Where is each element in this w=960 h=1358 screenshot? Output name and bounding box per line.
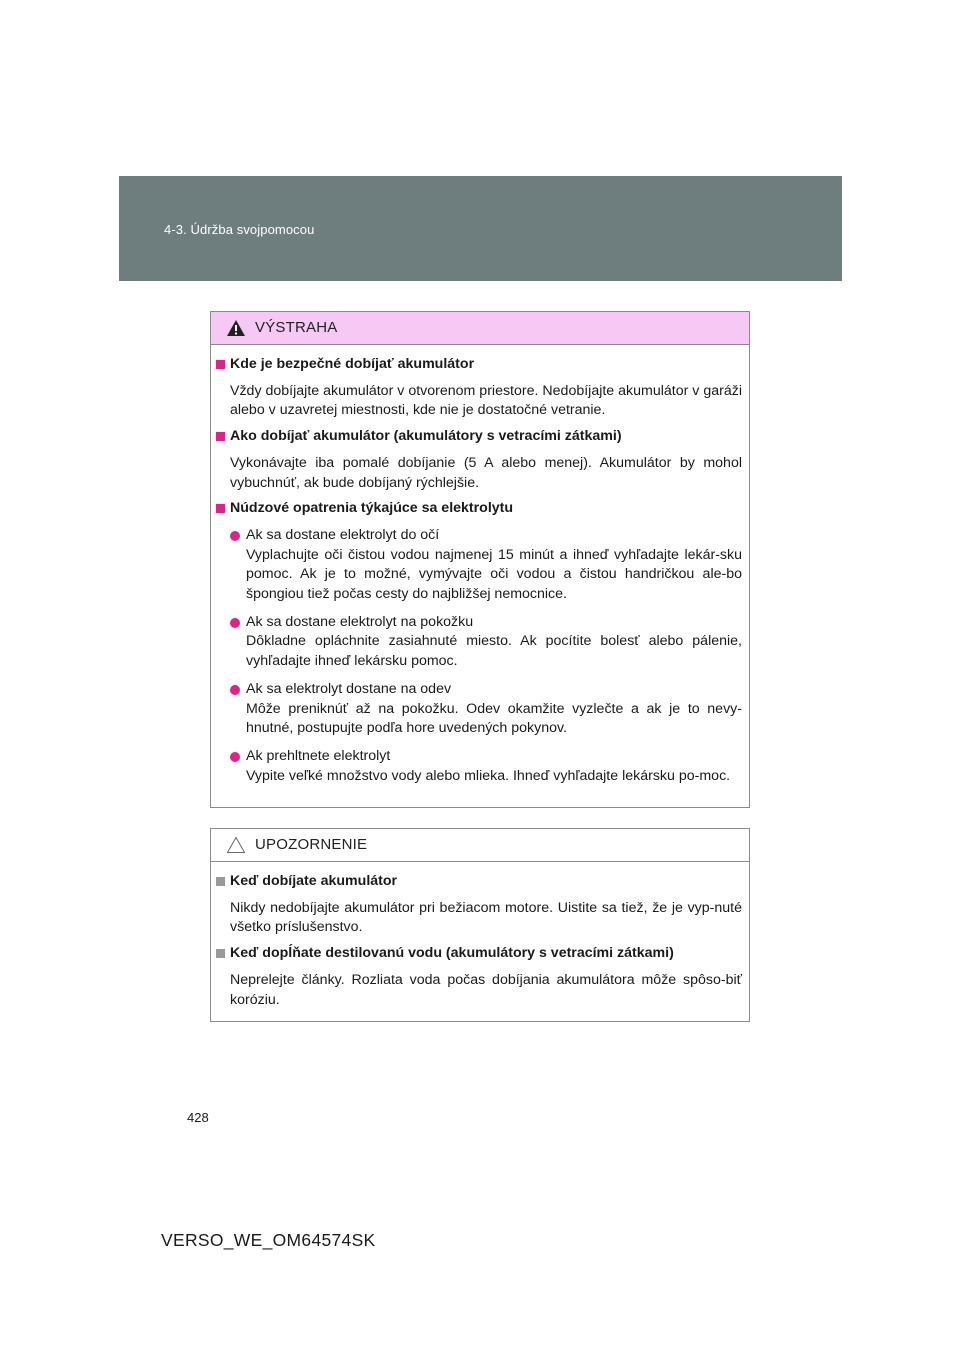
notice-item-heading: Keď dobíjate akumulátor <box>230 873 398 889</box>
warning-item-heading: Ako dobíjať akumulátor (akumulátory s vetracími zátkami) <box>230 428 622 445</box>
warning-box-title: VÝSTRAHA <box>255 319 338 336</box>
warning-triangle-icon <box>226 319 246 337</box>
warning-item-heading: Núdzové opatrenia týkajúce sa elektrolytu <box>230 500 514 517</box>
notice-item <box>216 944 742 1010</box>
document-code: VERSO_WE_OM64574SK <box>161 1230 376 1250</box>
section-title: 4-3. Údržba svojpomocou <box>164 222 315 237</box>
round-bullet-icon <box>230 685 240 695</box>
warning-item-heading: Kde je bezpečné dobíjať akumulátor <box>230 356 475 372</box>
square-bullet-icon <box>216 432 225 441</box>
round-bullet-icon <box>230 618 240 628</box>
warning-box-header <box>211 312 749 345</box>
square-bullet-icon <box>216 949 225 958</box>
subitem-text: Dôkladne opláchnite zasiahnuté miesto. Ak pocítite bolesť alebo pálenie, vyhľadajte ihneď lekársku pomoc. <box>246 633 742 670</box>
subitem-title: Ak sa dostane elektrolyt do očí <box>246 526 440 543</box>
notice-item-heading: Keď dopĺňate destilovanú vodu (akumulátory s vetracími zátkami) <box>230 945 674 962</box>
square-bullet-icon <box>216 504 225 513</box>
round-bullet-icon <box>230 531 240 541</box>
subitem-text: Môže preniknúť až na pokožku. Odev okamžite vyzlečte a ak je to nevy-hnutné, postupujte podľa hore uvedených pokynov. <box>246 700 742 737</box>
warning-item-text: Vždy dobíjajte akumulátor v otvorenom priestore. Nedobíjajte akumulátor v garáži alebo v uzavretej miestnosti, kde nie je dostatočné vetranie. <box>230 382 742 419</box>
subitem-text: Vypite veľké množstvo vody alebo mlieka. Ihneď vyhľadajte lekársku po-moc. <box>246 767 731 784</box>
subitem-title: Ak sa dostane elektrolyt na pokožku <box>246 613 474 630</box>
notice-item-text: Neprelejte články. Rozliata voda počas dobíjania akumulátora môže spôso-biť koróziu. <box>230 971 742 1008</box>
subitem-text: Vyplachujte oči čistou vodou najmenej 15 minút a ihneď vyhľadajte lekár-sku pomoc. Ak je to možné, vymývajte oči vodou a čistou handričkou ale-bo špongiou tiež počas cesty do najbližšej nemocnice. <box>246 546 742 603</box>
notice-box-body <box>211 862 749 1010</box>
notice-box <box>210 828 750 1022</box>
warning-box-body <box>211 345 749 786</box>
notice-box-title: UPOZORNENIE <box>255 836 368 853</box>
warning-item-text: Vykonávajte iba pomalé dobíjanie (5 A alebo menej). Akumulátor by mohol vybuchnúť, ak bude dobíjaný rýchlejšie. <box>230 454 742 491</box>
warning-subitem <box>216 526 742 605</box>
warning-item <box>216 499 742 786</box>
subitem-title: Ak prehltnete elektrolyt <box>246 747 391 764</box>
round-bullet-icon <box>230 752 240 762</box>
notice-box-header <box>211 829 749 862</box>
warning-subitem <box>216 613 742 672</box>
square-bullet-icon <box>216 877 225 886</box>
notice-item-text: Nikdy nedobíjajte akumulátor pri bežiacom motore. Uistite sa tiež, že je vyp-nuté všetko príslušenstvo. <box>230 899 742 936</box>
square-bullet-icon <box>216 360 225 369</box>
caution-triangle-outline-icon <box>226 836 246 854</box>
page-number: 428 <box>187 1110 209 1125</box>
warning-box <box>210 311 750 808</box>
warning-item <box>216 427 742 493</box>
warning-item <box>216 355 742 421</box>
warning-subitem <box>216 680 742 739</box>
notice-item <box>216 872 742 938</box>
warning-subitem <box>216 747 742 786</box>
subitem-title: Ak sa elektrolyt dostane na odev <box>246 680 452 697</box>
